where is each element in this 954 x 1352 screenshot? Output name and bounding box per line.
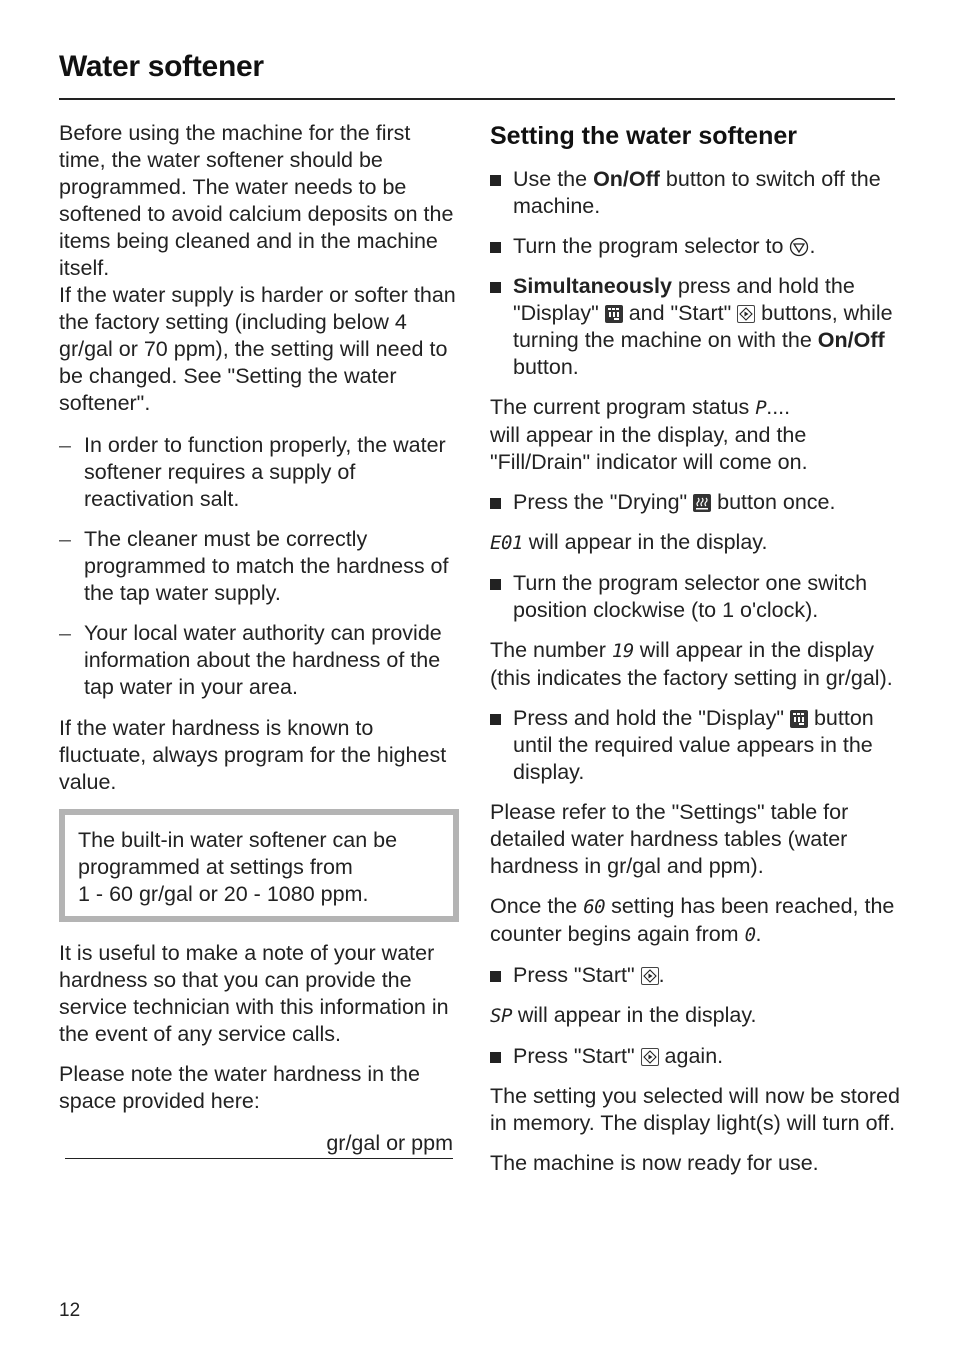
settings-range-note: [59, 809, 459, 922]
step-press-drying: Press the "Drying" button once.: [490, 489, 900, 516]
program-status-paragraph: The current program status P.... will appear in the display, and the "Fill/Drain" indicator will come on.: [490, 395, 808, 474]
bullet-square: [490, 242, 501, 253]
display-button-icon: [605, 305, 623, 323]
program-selector-icon: [789, 237, 809, 257]
factory-setting-paragraph: The number 19 will appear in the display (this indicates the factory setting in gr/gal).: [490, 638, 893, 690]
title-divider: [59, 98, 895, 100]
step-switch-off: Use the On/Off button to switch off the machine.: [490, 166, 900, 220]
bullet-square: [490, 1052, 501, 1063]
bullet-square: [490, 714, 501, 725]
water-hardness-fill-line: [65, 1128, 453, 1159]
list-item: – In order to function properly, the water softener requires a supply of reactivation salt.: [59, 432, 459, 513]
display-button-icon: [790, 710, 808, 728]
e01-paragraph: E01 will appear in the display.: [490, 530, 768, 554]
intro-paragraph-1: Before using the machine for the first time, the water softener should be programmed. The water needs to be softened to avoid calcium deposits on the items being cleaned and in the machine itself.: [59, 121, 454, 280]
page-number: 12: [59, 1300, 81, 1321]
intro-paragraph-2: If the water supply is harder or softer than the factory setting (including below 4 gr/gal or 70 ppm), the setting will need to be changed. See "Setting the water softener".: [59, 283, 456, 415]
bullet-square: [490, 971, 501, 982]
left-column: [59, 120, 459, 1159]
bullet-square: [490, 579, 501, 590]
start-button-icon: [641, 967, 659, 985]
list-item: – Your local water authority can provide information about the hardness of the tap water in your area.: [59, 620, 459, 701]
fluctuate-paragraph: If the water hardness is known to fluctuate, always program for the highest value.: [59, 716, 447, 794]
start-button-icon: [737, 305, 755, 323]
start-button-icon: [641, 1048, 659, 1066]
step-hold-display: Press and hold the "Display" button until the required value appears in the display.: [490, 705, 900, 786]
counter-paragraph: Once the 60 setting has been reached, the counter begins again from 0.: [490, 894, 895, 946]
requirements-list: [59, 432, 459, 701]
step-program-selector: Turn the program selector to .: [490, 233, 900, 260]
bullet-square: [490, 282, 501, 293]
sp-paragraph: SP will appear in the display.: [490, 1003, 757, 1027]
note-line-2: 1 - 60 gr/gal or 20 - 1080 ppm.: [78, 882, 369, 906]
step-press-start-again: Press "Start" again.: [490, 1043, 900, 1070]
useful-paragraph: It is useful to make a note of your water hardness so that you can provide the service technician with this information in the event of any service calls.: [59, 941, 449, 1046]
page-title: Water softener: [59, 50, 264, 83]
drying-button-icon: [693, 494, 711, 512]
note-line-1: The built-in water softener can be programmed at settings from: [78, 828, 398, 879]
please-note-paragraph: Please note the water hardness in the space provided here:: [59, 1062, 420, 1113]
bullet-square: [490, 175, 501, 186]
settings-table-paragraph: Please refer to the "Settings" table for detailed water hardness tables (water hardness in gr/gal and ppm).: [490, 800, 849, 878]
list-item: – The cleaner must be correctly programmed to match the hardness of the tap water supply.: [59, 526, 459, 607]
stored-paragraph: The setting you selected will now be stored in memory. The display light(s) will turn off.: [490, 1084, 900, 1135]
step-turn-selector: Turn the program selector one switch position clockwise (to 1 o'clock).: [490, 570, 900, 624]
ready-paragraph: The machine is now ready for use.: [490, 1151, 819, 1175]
bullet-square: [490, 498, 501, 509]
fill-line-unit-label: gr/gal or ppm: [326, 1131, 453, 1155]
right-column: [490, 120, 900, 1190]
step-press-start: Press "Start" .: [490, 962, 900, 989]
step-simultaneously: Simultaneously press and hold the "Display" and "Start" buttons, while turning the machine on with the On/Off button.: [490, 273, 900, 381]
section-title: Setting the water softener: [490, 122, 797, 150]
